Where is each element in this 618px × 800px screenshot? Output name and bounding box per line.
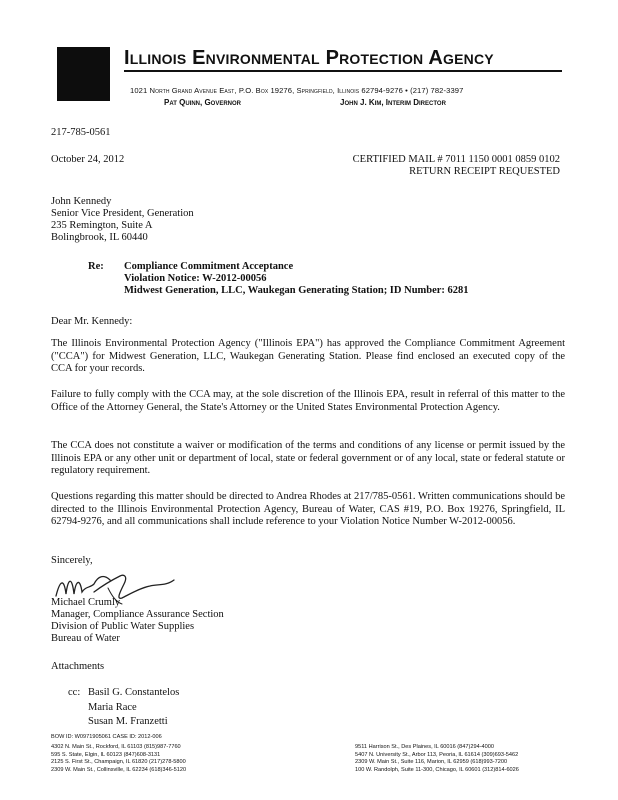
recipient-title: Senior Vice President, Generation <box>51 208 194 219</box>
return-receipt-line: RETURN RECEIPT REQUESTED <box>409 166 560 177</box>
footer-right-column <box>355 744 519 774</box>
re-line-1: Compliance Commitment Acceptance <box>124 261 294 272</box>
body-paragraph: Failure to fully comply with the CCA may, at the sole discretion of the Illinois EPA, result in referral of this matter to the Office of the Attorney General, the State's Attorney or the United States Environmental Protection Agency. <box>51 389 565 413</box>
attachments-label: Attachments <box>51 661 105 672</box>
cc-name: Maria Race <box>88 702 137 713</box>
phone-number: 217-785-0561 <box>51 127 111 138</box>
cc-name: Basil G. Constantelos <box>88 687 180 698</box>
salutation: Dear Mr. Kennedy: <box>51 316 133 327</box>
recipient-street: 235 Remington, Suite A <box>51 220 153 231</box>
re-line-2: Violation Notice: W-2012-00056 <box>124 273 267 284</box>
footer-office-address: 2309 W. Main St., Suite 116, Marion, IL 62959 (618)993-7200 <box>355 759 508 765</box>
letter-date: October 24, 2012 <box>51 154 125 165</box>
body-paragraph: The CCA does not constitute a waiver or modification of the terms and conditions of any license or permit issued by the Illinois EPA or any other unit or department of local, state or federal government or of any local, state or federal statute or regulatory requirement. <box>51 440 565 476</box>
footer-office-address: 9511 Harrison St., Des Plaines, IL 60016 (847)294-4000 <box>355 744 494 750</box>
footer-office-address: 595 S. State, Elgin, IL 60123 (847)608-3131 <box>51 751 161 758</box>
body-paragraph: Questions regarding this matter should be directed to Andrea Rhodes at 217/785-0561. Written communications should be directed to the Illinois Environmental Protection Agency, Bureau of Water, CAS #19, P.O. Box 19276, Springfield, IL 62794-9276, and all communications shall include reference to your Violation Notice Number W-2012-00056. <box>51 491 565 527</box>
closing: Sincerely, <box>51 555 93 566</box>
footer-office-address: 4302 N. Main St., Rockford, IL 61103 (815)987-7760 <box>51 744 181 750</box>
recipient-name: John Kennedy <box>51 196 112 207</box>
re-label: Re: <box>88 261 104 272</box>
signer-division: Division of Public Water Supplies <box>51 621 195 632</box>
footer-reference: BOW ID: W0971905061 CASE ID: 2012-006 <box>51 734 162 740</box>
footer-left-column <box>51 744 186 774</box>
cc-label: cc: <box>68 687 81 698</box>
certified-mail-line: CERTIFIED MAIL # 7011 1150 0001 0859 0102 <box>352 154 560 165</box>
signer-bureau: Bureau of Water <box>51 633 120 644</box>
recipient-city: Bolingbrook, IL 60440 <box>51 232 148 243</box>
director-line: John J. Kim, Interim Director <box>340 98 446 107</box>
letterhead-rule <box>124 70 562 72</box>
footer-office-address: 100 W. Randolph, Suite 11-300, Chicago, IL 60601 (312)814-6026 <box>355 766 519 773</box>
agency-address: 1021 North Grand Avenue East, P.O. Box 19276, Springfield, Illinois 62794-9276 • (217) 782-3397 <box>130 86 464 95</box>
governor-line: Pat Quinn, Governor <box>164 98 242 107</box>
footer-office-address: 5407 N. University St., Arbor 113, Peoria, IL 61614 (309)693-5462 <box>355 751 519 758</box>
agency-name: Illinois Environmental Protection Agency <box>124 47 494 69</box>
signer-title: Manager, Compliance Assurance Section <box>51 609 224 620</box>
footer-office-address: 2125 S. First St., Champaign, IL 61820 (217)278-5800 <box>51 759 186 765</box>
footer-office-address: 2309 W. Main St., Collinsville, IL 62234 (618)346-5120 <box>51 766 187 773</box>
body-paragraph: The Illinois Environmental Protection Agency ("Illinois EPA") has approved the Compliance Commitment Agreement ("CCA") for Midwest Generation, LLC, Waukegan Generating Station. Please find enclosed an executed copy of the CCA for your records. <box>51 338 565 374</box>
cc-name: Susan M. Franzetti <box>88 716 168 727</box>
agency-logo <box>57 47 110 101</box>
signer-name: Michael Crumly <box>51 597 121 608</box>
re-line-3: Midwest Generation, LLC, Waukegan Generating Station; ID Number: 6281 <box>124 285 469 296</box>
